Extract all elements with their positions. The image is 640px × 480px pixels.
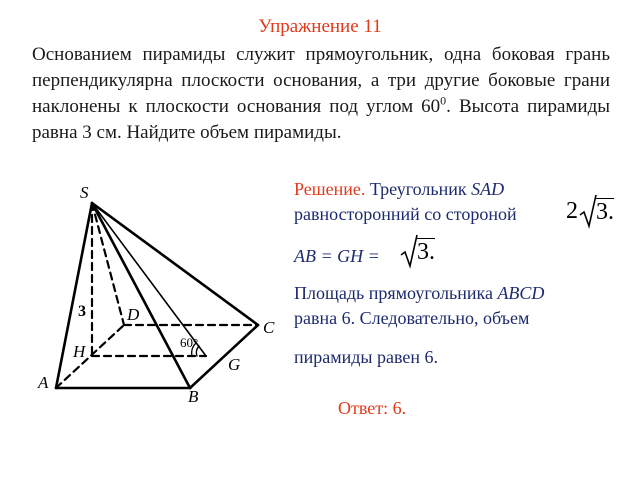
- edge-SB: [92, 203, 190, 388]
- edge-SD: [92, 203, 124, 325]
- solution-line-6: пирамиды равен 6.: [294, 347, 439, 367]
- label-angle: 60°: [180, 335, 199, 350]
- sqrt-sign-icon: [400, 233, 418, 269]
- solution-line-2: равносторонний со стороной: [294, 204, 517, 224]
- label-A: A: [38, 373, 49, 392]
- edge-SG: [92, 203, 206, 356]
- answer: Ответ: 6.: [338, 398, 407, 418]
- solution-line-4: Площадь прямоугольника ABCD: [294, 283, 545, 303]
- problem-text: Основанием пирамиды служит прямоугольник, одна боковая грань перпендикулярна плоскости основания, а три другие боковые грани наклонены к плоскости основания под углом 60: [32, 44, 610, 117]
- solution-label: Решение.: [294, 179, 366, 199]
- label-C: C: [263, 318, 275, 337]
- label-D: D: [127, 305, 140, 324]
- edge-SC: [92, 203, 258, 325]
- label-S: S: [80, 183, 89, 202]
- degree-superscript: 0: [440, 93, 447, 108]
- sqrt-sign-icon: [579, 193, 597, 229]
- label-B: B: [188, 387, 199, 406]
- solution-line-5: равна 6. Следовательно, объем: [294, 308, 530, 328]
- rectangle-name: ABCD: [497, 283, 545, 303]
- label-H: H: [73, 342, 86, 361]
- exercise-title: Упражнение 11: [258, 16, 382, 37]
- triangle-name: SAD: [471, 179, 505, 199]
- solution-line-3: AB = GH =: [294, 246, 380, 266]
- label-height: 3: [78, 303, 86, 320]
- problem-text-end: . Высота пирамиды равна 3 см. Найдите объем пирамиды.: [32, 96, 611, 143]
- solution-line-1: Решение. Треугольник SAD: [294, 179, 505, 199]
- label-G: G: [228, 355, 241, 374]
